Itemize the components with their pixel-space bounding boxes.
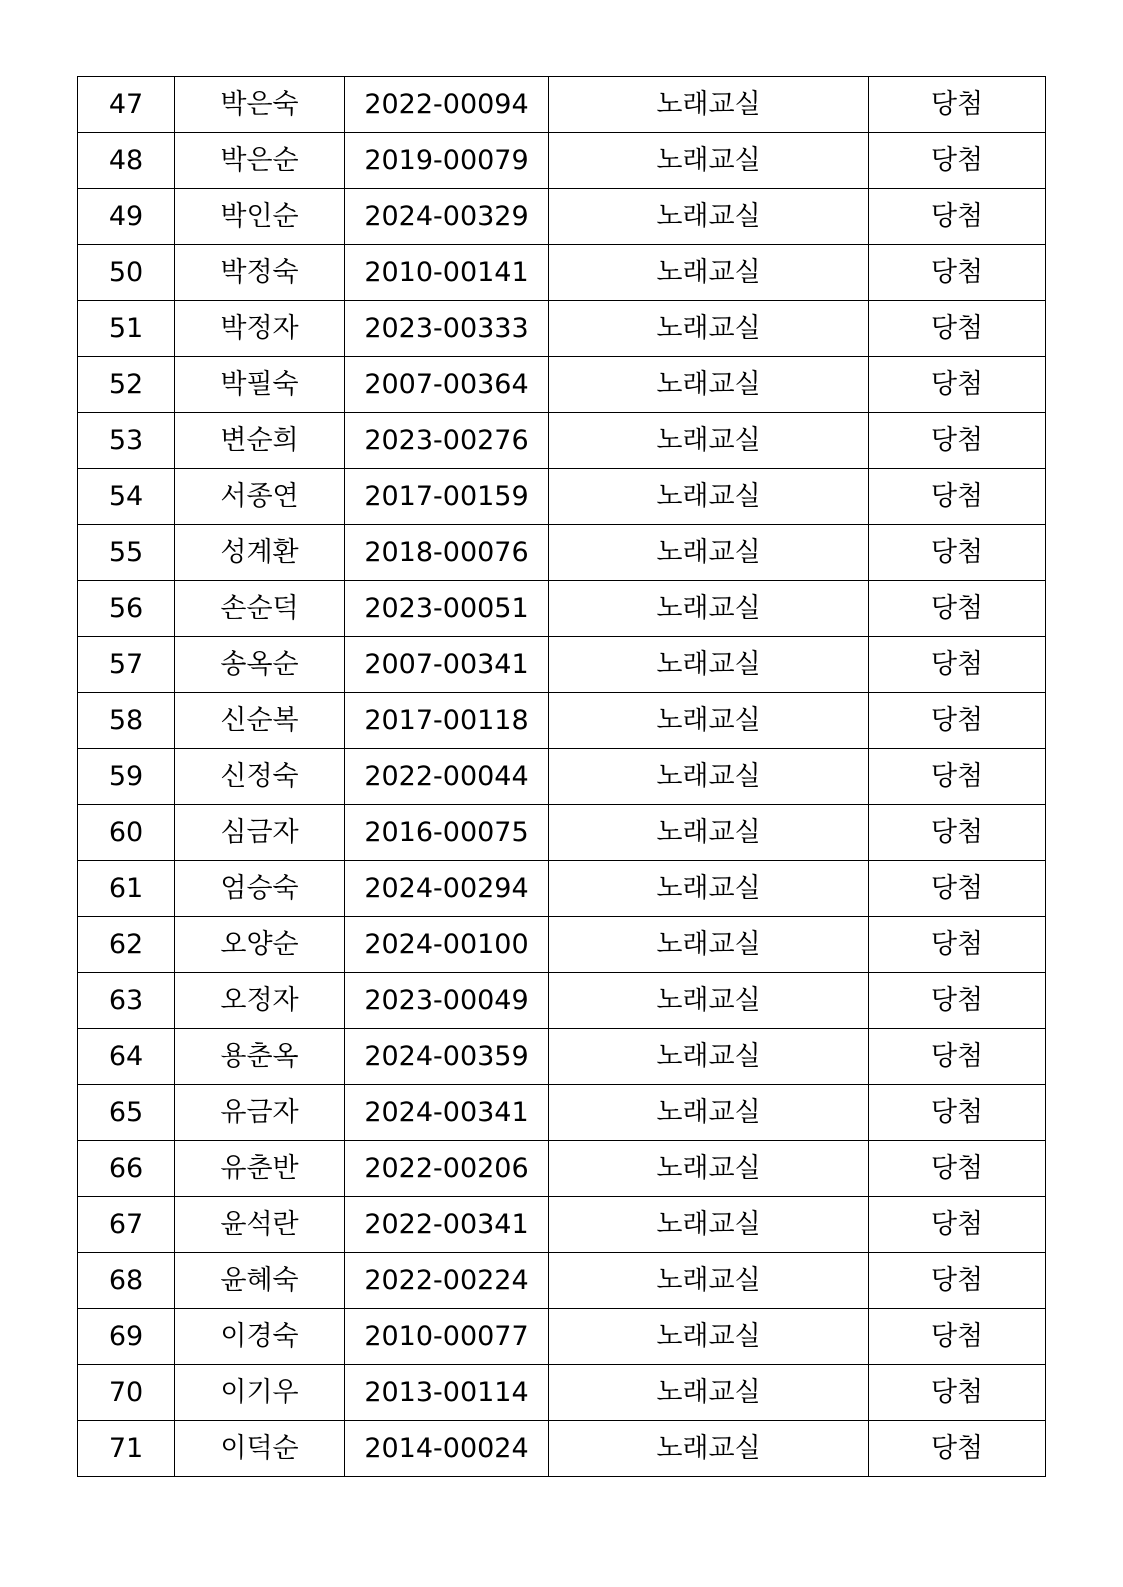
cell-member-id-text: 2007-00364 xyxy=(364,369,529,400)
cell-program xyxy=(549,469,869,525)
cell-program xyxy=(549,917,869,973)
cell-member-id-text: 2014-00024 xyxy=(364,1433,529,1464)
cell-program-text: 노래교실 xyxy=(656,1265,761,1296)
cell-member-id xyxy=(345,301,549,357)
cell-member-id xyxy=(345,1421,549,1477)
cell-result-text: 당첨 xyxy=(930,1041,984,1072)
table-row xyxy=(78,1029,1046,1085)
cell-program-text: 노래교실 xyxy=(656,1377,761,1408)
cell-member-id-text: 2024-00359 xyxy=(364,1041,529,1072)
cell-program-text: 노래교실 xyxy=(656,257,761,288)
cell-number xyxy=(78,1085,175,1141)
table-row xyxy=(78,1085,1046,1141)
cell-number-text: 54 xyxy=(108,481,144,512)
cell-result-text: 당첨 xyxy=(930,985,984,1016)
cell-member-id-text: 2024-00329 xyxy=(364,201,529,232)
cell-result xyxy=(869,1421,1046,1477)
cell-name xyxy=(175,1141,345,1197)
table-row xyxy=(78,469,1046,525)
cell-member-id xyxy=(345,1309,549,1365)
cell-program-text: 노래교실 xyxy=(656,369,761,400)
cell-number xyxy=(78,637,175,693)
cell-result xyxy=(869,805,1046,861)
cell-number xyxy=(78,1197,175,1253)
cell-program xyxy=(549,973,869,1029)
cell-member-id-text: 2016-00075 xyxy=(364,817,529,848)
cell-member-id-text: 2007-00341 xyxy=(364,649,529,680)
cell-program xyxy=(549,357,869,413)
cell-result-text: 당첨 xyxy=(930,537,984,568)
cell-program-text: 노래교실 xyxy=(656,649,761,680)
cell-number xyxy=(78,1309,175,1365)
cell-name-text: 서종연 xyxy=(220,481,299,512)
cell-program xyxy=(549,189,869,245)
cell-member-id-text: 2024-00294 xyxy=(364,873,529,904)
cell-program-text: 노래교실 xyxy=(656,425,761,456)
cell-program-text: 노래교실 xyxy=(656,201,761,232)
cell-result xyxy=(869,1029,1046,1085)
cell-name-text: 송옥순 xyxy=(220,649,299,680)
cell-program xyxy=(549,77,869,133)
cell-number xyxy=(78,1029,175,1085)
cell-name xyxy=(175,525,345,581)
table-row xyxy=(78,189,1046,245)
cell-member-id-text: 2022-00044 xyxy=(364,761,529,792)
cell-program xyxy=(549,749,869,805)
table-row xyxy=(78,1197,1046,1253)
table-row xyxy=(78,1141,1046,1197)
table-row xyxy=(78,917,1046,973)
cell-name xyxy=(175,749,345,805)
cell-number xyxy=(78,189,175,245)
cell-result-text: 당첨 xyxy=(930,761,984,792)
cell-name-text: 박은순 xyxy=(220,145,299,176)
cell-result xyxy=(869,469,1046,525)
cell-result-text: 당첨 xyxy=(930,929,984,960)
cell-member-id-text: 2023-00333 xyxy=(364,313,529,344)
cell-member-id xyxy=(345,637,549,693)
cell-number xyxy=(78,861,175,917)
cell-program-text: 노래교실 xyxy=(656,593,761,624)
cell-number-text: 51 xyxy=(108,313,144,344)
cell-program-text: 노래교실 xyxy=(656,537,761,568)
cell-name-text: 이기우 xyxy=(220,1377,299,1408)
cell-name xyxy=(175,469,345,525)
cell-name-text: 신정숙 xyxy=(220,761,299,792)
cell-number-text: 68 xyxy=(108,1265,144,1296)
cell-member-id xyxy=(345,1029,549,1085)
cell-result-text: 당첨 xyxy=(930,425,984,456)
cell-number-text: 58 xyxy=(108,705,144,736)
cell-name xyxy=(175,189,345,245)
cell-result xyxy=(869,637,1046,693)
cell-member-id-text: 2022-00341 xyxy=(364,1209,529,1240)
cell-number xyxy=(78,1365,175,1421)
cell-name xyxy=(175,413,345,469)
table-row xyxy=(78,693,1046,749)
cell-number xyxy=(78,77,175,133)
cell-number xyxy=(78,693,175,749)
cell-program-text: 노래교실 xyxy=(656,1153,761,1184)
cell-program xyxy=(549,1029,869,1085)
cell-number xyxy=(78,133,175,189)
cell-program xyxy=(549,245,869,301)
cell-member-id-text: 2010-00141 xyxy=(364,257,529,288)
cell-member-id-text: 2013-00114 xyxy=(364,1377,529,1408)
cell-name xyxy=(175,637,345,693)
cell-name-text: 오양순 xyxy=(220,929,299,960)
table-row xyxy=(78,805,1046,861)
table-row xyxy=(78,1365,1046,1421)
cell-member-id-text: 2019-00079 xyxy=(364,145,529,176)
cell-result-text: 당첨 xyxy=(930,313,984,344)
cell-program xyxy=(549,861,869,917)
table-row xyxy=(78,1309,1046,1365)
cell-result xyxy=(869,1253,1046,1309)
cell-result xyxy=(869,245,1046,301)
cell-name xyxy=(175,693,345,749)
cell-member-id xyxy=(345,861,549,917)
table-row xyxy=(78,637,1046,693)
cell-number xyxy=(78,581,175,637)
cell-name-text: 유춘반 xyxy=(220,1153,299,1184)
cell-number xyxy=(78,749,175,805)
cell-name xyxy=(175,805,345,861)
cell-result-text: 당첨 xyxy=(930,89,984,120)
cell-member-id xyxy=(345,189,549,245)
cell-name xyxy=(175,1197,345,1253)
cell-number-text: 53 xyxy=(108,425,144,456)
cell-number xyxy=(78,1253,175,1309)
cell-name xyxy=(175,133,345,189)
cell-member-id-text: 2023-00051 xyxy=(364,593,529,624)
cell-member-id xyxy=(345,525,549,581)
cell-member-id xyxy=(345,1365,549,1421)
cell-result xyxy=(869,133,1046,189)
cell-result xyxy=(869,1365,1046,1421)
cell-name-text: 유금자 xyxy=(220,1097,299,1128)
cell-number xyxy=(78,301,175,357)
cell-member-id xyxy=(345,413,549,469)
cell-result xyxy=(869,749,1046,805)
cell-name xyxy=(175,1421,345,1477)
cell-name xyxy=(175,861,345,917)
cell-result-text: 당첨 xyxy=(930,1097,984,1128)
cell-number-text: 59 xyxy=(108,761,144,792)
cell-member-id-text: 2024-00341 xyxy=(364,1097,529,1128)
cell-number-text: 71 xyxy=(108,1433,144,1464)
table-row xyxy=(78,1421,1046,1477)
cell-name xyxy=(175,1253,345,1309)
cell-name-text: 박정자 xyxy=(220,313,299,344)
cell-program xyxy=(549,133,869,189)
cell-result-text: 당첨 xyxy=(930,257,984,288)
cell-member-id xyxy=(345,469,549,525)
cell-member-id-text: 2023-00049 xyxy=(364,985,529,1016)
cell-name-text: 이경숙 xyxy=(220,1321,299,1352)
cell-program-text: 노래교실 xyxy=(656,985,761,1016)
cell-result-text: 당첨 xyxy=(930,481,984,512)
cell-program xyxy=(549,1309,869,1365)
table-row xyxy=(78,1253,1046,1309)
cell-result xyxy=(869,77,1046,133)
table-row xyxy=(78,525,1046,581)
cell-program xyxy=(549,805,869,861)
cell-result xyxy=(869,693,1046,749)
cell-result-text: 당첨 xyxy=(930,145,984,176)
cell-result xyxy=(869,973,1046,1029)
cell-number xyxy=(78,1421,175,1477)
cell-number-text: 62 xyxy=(108,929,144,960)
cell-program-text: 노래교실 xyxy=(656,761,761,792)
cell-number-text: 63 xyxy=(108,985,144,1016)
cell-result-text: 당첨 xyxy=(930,1265,984,1296)
cell-number-text: 56 xyxy=(108,593,144,624)
cell-name-text: 성계환 xyxy=(220,537,299,568)
cell-program-text: 노래교실 xyxy=(656,313,761,344)
cell-member-id-text: 2018-00076 xyxy=(364,537,529,568)
cell-number xyxy=(78,413,175,469)
cell-name-text: 이덕순 xyxy=(220,1433,299,1464)
cell-member-id xyxy=(345,805,549,861)
cell-number-text: 67 xyxy=(108,1209,144,1240)
cell-name-text: 박필숙 xyxy=(220,369,299,400)
cell-program xyxy=(549,413,869,469)
cell-name-text: 윤혜숙 xyxy=(220,1265,299,1296)
cell-member-id xyxy=(345,1253,549,1309)
lottery-results-table xyxy=(77,76,1046,1477)
cell-member-id-text: 2017-00118 xyxy=(364,705,529,736)
results-table-body xyxy=(78,77,1046,1477)
cell-number xyxy=(78,805,175,861)
cell-result-text: 당첨 xyxy=(930,817,984,848)
cell-result xyxy=(869,1197,1046,1253)
cell-member-id-text: 2023-00276 xyxy=(364,425,529,456)
cell-member-id xyxy=(345,917,549,973)
cell-program-text: 노래교실 xyxy=(656,873,761,904)
cell-program-text: 노래교실 xyxy=(656,705,761,736)
cell-name-text: 신순복 xyxy=(220,705,299,736)
cell-number-text: 69 xyxy=(108,1321,144,1352)
cell-member-id xyxy=(345,1141,549,1197)
cell-program-text: 노래교실 xyxy=(656,1041,761,1072)
cell-program xyxy=(549,1253,869,1309)
table-row xyxy=(78,245,1046,301)
cell-program-text: 노래교실 xyxy=(656,145,761,176)
cell-number-text: 50 xyxy=(108,257,144,288)
cell-member-id-text: 2022-00206 xyxy=(364,1153,529,1184)
cell-program xyxy=(549,1197,869,1253)
cell-member-id xyxy=(345,357,549,413)
table-row xyxy=(78,77,1046,133)
cell-name-text: 박정숙 xyxy=(220,257,299,288)
cell-name xyxy=(175,1085,345,1141)
cell-number-text: 60 xyxy=(108,817,144,848)
table-row xyxy=(78,133,1046,189)
table-row xyxy=(78,973,1046,1029)
cell-member-id xyxy=(345,973,549,1029)
cell-program xyxy=(549,301,869,357)
cell-name xyxy=(175,1365,345,1421)
cell-name-text: 용춘옥 xyxy=(220,1041,299,1072)
cell-result xyxy=(869,357,1046,413)
cell-program-text: 노래교실 xyxy=(656,1097,761,1128)
cell-program xyxy=(549,1141,869,1197)
cell-number-text: 64 xyxy=(108,1041,144,1072)
cell-number xyxy=(78,525,175,581)
cell-program-text: 노래교실 xyxy=(656,481,761,512)
table-row xyxy=(78,301,1046,357)
cell-number-text: 55 xyxy=(108,537,144,568)
cell-result xyxy=(869,1085,1046,1141)
cell-result xyxy=(869,917,1046,973)
cell-result xyxy=(869,189,1046,245)
table-row xyxy=(78,581,1046,637)
table-row xyxy=(78,749,1046,805)
cell-program xyxy=(549,1365,869,1421)
cell-program-text: 노래교실 xyxy=(656,1209,761,1240)
cell-program-text: 노래교실 xyxy=(656,1321,761,1352)
cell-result-text: 당첨 xyxy=(930,873,984,904)
cell-number-text: 57 xyxy=(108,649,144,680)
table-row xyxy=(78,861,1046,917)
cell-result xyxy=(869,861,1046,917)
cell-result-text: 당첨 xyxy=(930,705,984,736)
cell-result-text: 당첨 xyxy=(930,369,984,400)
cell-name xyxy=(175,1309,345,1365)
cell-name-text: 엄승숙 xyxy=(220,873,299,904)
cell-number-text: 52 xyxy=(108,369,144,400)
cell-result xyxy=(869,413,1046,469)
cell-program xyxy=(549,1085,869,1141)
cell-program-text: 노래교실 xyxy=(656,1433,761,1464)
cell-name-text: 심금자 xyxy=(220,817,299,848)
cell-member-id xyxy=(345,581,549,637)
cell-member-id-text: 2022-00094 xyxy=(364,89,529,120)
cell-name xyxy=(175,581,345,637)
cell-number xyxy=(78,245,175,301)
cell-member-id xyxy=(345,133,549,189)
table-row xyxy=(78,413,1046,469)
cell-name-text: 손순덕 xyxy=(220,593,299,624)
cell-result-text: 당첨 xyxy=(930,1433,984,1464)
cell-number-text: 49 xyxy=(108,201,144,232)
cell-member-id xyxy=(345,77,549,133)
cell-member-id-text: 2022-00224 xyxy=(364,1265,529,1296)
cell-name xyxy=(175,1029,345,1085)
cell-name xyxy=(175,917,345,973)
cell-name xyxy=(175,357,345,413)
cell-number-text: 47 xyxy=(108,89,144,120)
cell-name xyxy=(175,301,345,357)
cell-member-id xyxy=(345,245,549,301)
cell-number xyxy=(78,973,175,1029)
cell-result-text: 당첨 xyxy=(930,1209,984,1240)
cell-member-id xyxy=(345,1197,549,1253)
cell-member-id-text: 2017-00159 xyxy=(364,481,529,512)
cell-program-text: 노래교실 xyxy=(656,89,761,120)
cell-number-text: 70 xyxy=(108,1377,144,1408)
cell-number-text: 65 xyxy=(108,1097,144,1128)
cell-name-text: 변순희 xyxy=(220,425,299,456)
table-row xyxy=(78,357,1046,413)
cell-number-text: 48 xyxy=(108,145,144,176)
cell-name-text: 박은숙 xyxy=(220,89,299,120)
cell-result xyxy=(869,581,1046,637)
cell-result-text: 당첨 xyxy=(930,593,984,624)
cell-result xyxy=(869,301,1046,357)
cell-result xyxy=(869,1141,1046,1197)
cell-result-text: 당첨 xyxy=(930,1377,984,1408)
cell-name xyxy=(175,77,345,133)
cell-number xyxy=(78,357,175,413)
cell-number-text: 61 xyxy=(108,873,144,904)
cell-result-text: 당첨 xyxy=(930,201,984,232)
cell-name-text: 박인순 xyxy=(220,201,299,232)
cell-result xyxy=(869,525,1046,581)
cell-member-id xyxy=(345,693,549,749)
cell-name-text: 오정자 xyxy=(220,985,299,1016)
cell-program-text: 노래교실 xyxy=(656,817,761,848)
cell-number xyxy=(78,917,175,973)
cell-member-id xyxy=(345,1085,549,1141)
cell-program xyxy=(549,581,869,637)
cell-number xyxy=(78,469,175,525)
cell-program xyxy=(549,525,869,581)
cell-program xyxy=(549,1421,869,1477)
cell-member-id-text: 2024-00100 xyxy=(364,929,529,960)
cell-result-text: 당첨 xyxy=(930,649,984,680)
cell-program xyxy=(549,693,869,749)
cell-member-id xyxy=(345,749,549,805)
cell-result-text: 당첨 xyxy=(930,1321,984,1352)
cell-number xyxy=(78,1141,175,1197)
cell-member-id-text: 2010-00077 xyxy=(364,1321,529,1352)
cell-result xyxy=(869,1309,1046,1365)
cell-program-text: 노래교실 xyxy=(656,929,761,960)
cell-program xyxy=(549,637,869,693)
cell-result-text: 당첨 xyxy=(930,1153,984,1184)
cell-name xyxy=(175,973,345,1029)
cell-name xyxy=(175,245,345,301)
cell-number-text: 66 xyxy=(108,1153,144,1184)
cell-name-text: 윤석란 xyxy=(220,1209,299,1240)
